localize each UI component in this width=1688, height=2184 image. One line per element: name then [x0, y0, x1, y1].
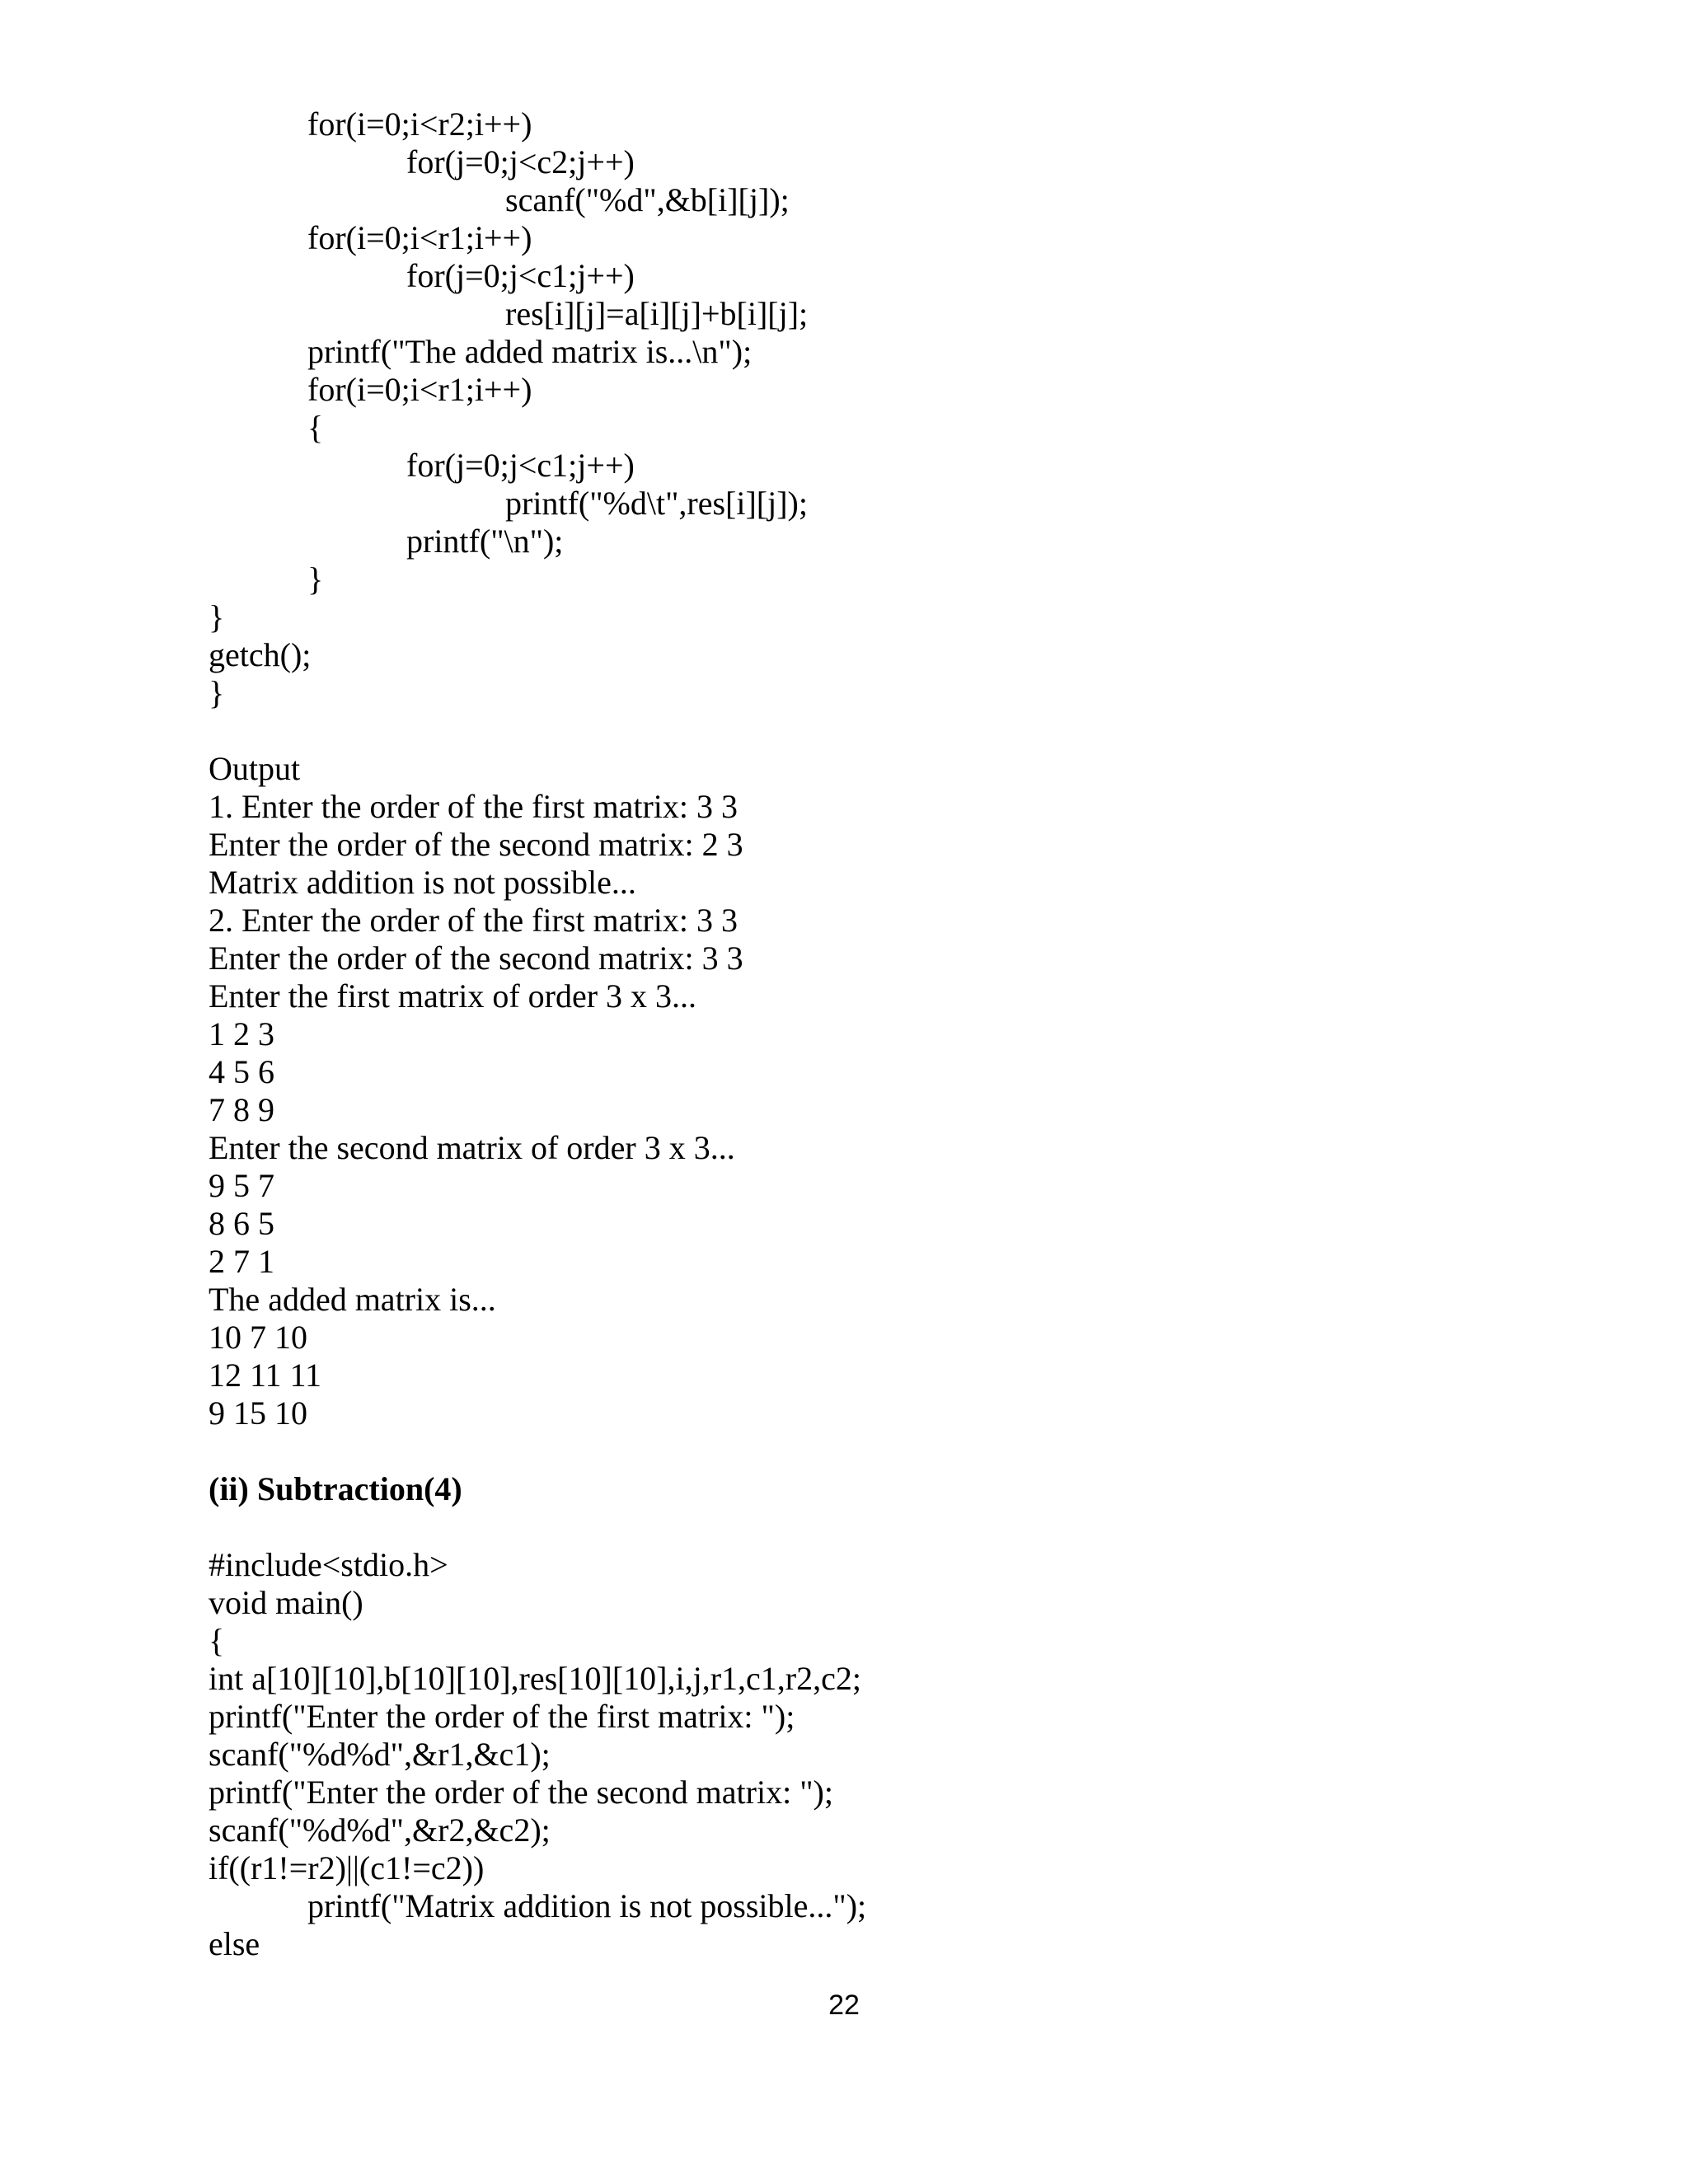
code-line: printf("%d\t",res[i][j]); [505, 485, 808, 522]
code-line: if((r1!=r2)||(c1!=c2)) [209, 1849, 485, 1886]
output-line: Enter the first matrix of order 3 x 3... [209, 977, 697, 1015]
code-line: #include<stdio.h> [209, 1546, 448, 1583]
output-line: 9 5 7 [209, 1167, 274, 1204]
code-line: scanf("%d%d",&r1,&c1); [209, 1736, 551, 1773]
output-line: Enter the order of the second matrix: 2 3 [209, 826, 743, 863]
page-content [209, 105, 1544, 1963]
code-line: for(i=0;i<r1;i++) [307, 371, 532, 408]
code-line: printf("The added matrix is...\n"); [307, 333, 753, 370]
code-listing-top [209, 105, 1544, 712]
code-line: for(j=0;j<c1;j++) [406, 447, 635, 484]
output-line: 9 15 10 [209, 1394, 307, 1432]
code-line: { [307, 409, 324, 446]
output-line: 8 6 5 [209, 1205, 274, 1242]
spacer [209, 1508, 1544, 1546]
output-line: The added matrix is... [209, 1281, 496, 1318]
output-line: 2 7 1 [209, 1243, 274, 1280]
code-line: for(j=0;j<c2;j++) [406, 143, 635, 180]
code-line: printf("Enter the order of the first matrix: "); [209, 1698, 795, 1735]
code-line: for(i=0;i<r1;i++) [307, 219, 532, 256]
code-line: else [209, 1925, 260, 1962]
code-listing-bottom [209, 1546, 1544, 1963]
output-line: 12 11 11 [209, 1357, 322, 1394]
output-line: 1. Enter the order of the first matrix: 3 3 [209, 788, 738, 825]
output-line: Enter the second matrix of order 3 x 3... [209, 1129, 735, 1166]
code-line: scanf("%d%d",&r2,&c2); [209, 1811, 551, 1849]
code-line: } [209, 598, 225, 635]
program-output [209, 750, 1544, 1432]
code-line: { [209, 1622, 225, 1659]
spacer [209, 1432, 1544, 1470]
code-line: void main() [209, 1584, 363, 1621]
code-line: for(i=0;i<r2;i++) [307, 105, 532, 143]
code-line: for(j=0;j<c1;j++) [406, 257, 635, 294]
page-number: 22 [828, 1990, 860, 2021]
spacer [209, 712, 1544, 750]
output-line: Matrix addition is not possible... [209, 864, 636, 901]
code-line: res[i][j]=a[i][j]+b[i][j]; [505, 295, 809, 332]
output-line: Enter the order of the second matrix: 3 3 [209, 940, 743, 977]
code-line: } [209, 674, 225, 711]
output-line: 2. Enter the order of the first matrix: 3 3 [209, 902, 738, 939]
code-line: } [307, 560, 324, 598]
output-line: 1 2 3 [209, 1015, 274, 1052]
code-line: int a[10][10],b[10][10],res[10][10],i,j,r1,c1,r2,c2; [209, 1660, 861, 1697]
code-line: printf("Matrix addition is not possible..."); [307, 1887, 867, 1924]
output-title: Output [209, 750, 301, 787]
output-line: 10 7 10 [209, 1319, 307, 1356]
code-line: getch(); [209, 636, 312, 673]
output-line: 4 5 6 [209, 1053, 274, 1090]
output-line: 7 8 9 [209, 1091, 274, 1128]
code-line: printf("\n"); [406, 523, 564, 560]
section-heading: (ii) Subtraction(4) [209, 1470, 462, 1507]
code-line: printf("Enter the order of the second matrix: "); [209, 1774, 833, 1811]
code-line: scanf("%d",&b[i][j]); [505, 181, 790, 218]
